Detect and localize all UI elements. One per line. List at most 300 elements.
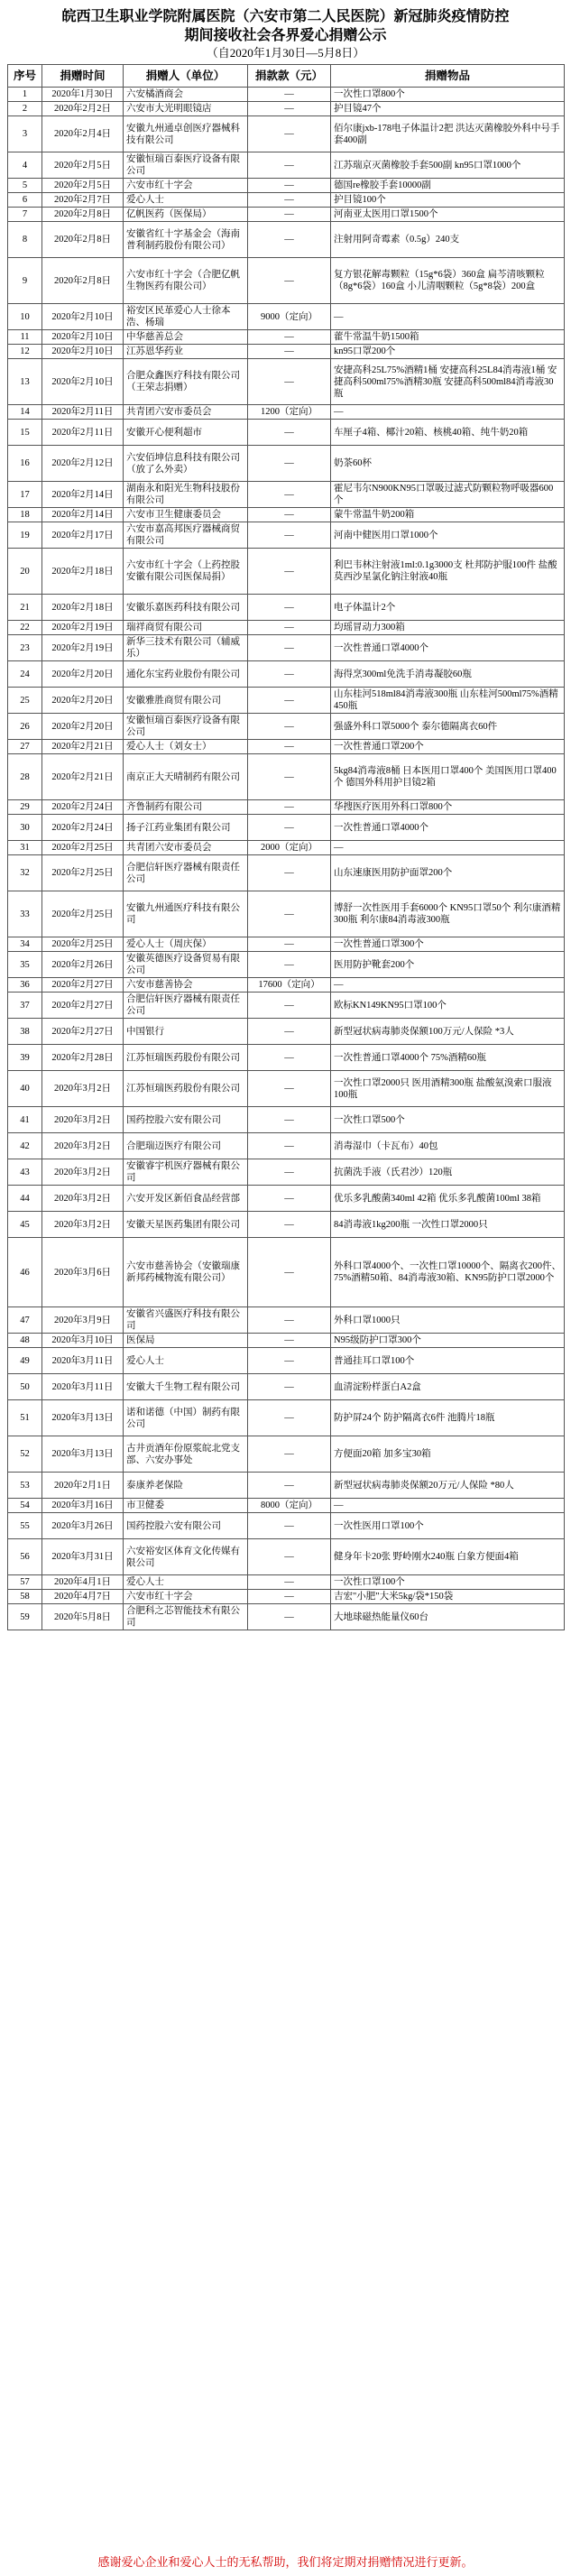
row-items: 欧标KN149KN95口罩100个 [331,993,565,1019]
table-row [8,446,565,482]
row-date: 2020年2月14日 [42,508,124,522]
row-number: 49 [8,1348,42,1374]
row-amount: — [248,800,331,815]
row-donor: 江苏恩华药业 [124,345,248,359]
row-date: 2020年3月13日 [42,1400,124,1436]
row-amount: 9000（定向） [248,304,331,330]
row-amount: — [248,1513,331,1539]
row-number: 44 [8,1186,42,1212]
table-row [8,740,565,754]
row-date: 2020年2月21日 [42,740,124,754]
row-amount: — [248,522,331,549]
row-date: 2020年2月25日 [42,937,124,952]
table-row [8,304,565,330]
row-donor: 合肥众鑫医疗科技有限公司（王荣志捐赠） [124,359,248,405]
row-number: 11 [8,330,42,345]
row-number: 54 [8,1499,42,1513]
row-date: 2020年4月7日 [42,1590,124,1604]
table-row [8,179,565,193]
row-date: 2020年3月10日 [42,1334,124,1348]
row-donor: 新华三技术有限公司（辅威乐） [124,635,248,661]
row-items: 一次性口罩800个 [331,88,565,102]
header-amount: 捐款款（元） [248,65,331,88]
row-number: 30 [8,815,42,841]
row-items: N95级防护口罩300个 [331,1334,565,1348]
row-items: 一次性口罩100个 [331,1575,565,1590]
row-amount: — [248,635,331,661]
table-row [8,1513,565,1539]
row-amount: — [248,1539,331,1575]
row-items: 海得烹300ml免洗手消毒凝胶60瓶 [331,661,565,688]
table-row [8,1071,565,1107]
row-date: 2020年5月8日 [42,1604,124,1630]
table-row [8,359,565,405]
row-number: 31 [8,841,42,855]
row-donor: 合肥瑞迈医疗有限公司 [124,1133,248,1159]
row-amount: — [248,1045,331,1071]
table-row [8,635,565,661]
row-donor: 安徽九州通卓创医疗器械科技有限公司 [124,116,248,152]
row-number: 47 [8,1307,42,1334]
row-items: — [331,841,565,855]
row-number: 14 [8,405,42,420]
row-number: 50 [8,1374,42,1400]
row-donor: 中华慈善总会 [124,330,248,345]
table-row [8,1238,565,1307]
row-items: 藿牛常温牛奶1500箱 [331,330,565,345]
row-donor: 六安裕安区体育文化传媒有限公司 [124,1539,248,1575]
row-amount: — [248,993,331,1019]
row-items: 外科口罩4000个、一次性口罩10000个、隔离衣200件、75%酒精50箱、84消毒液30箱、KN95防护口罩2000个 [331,1238,565,1307]
row-number: 23 [8,635,42,661]
row-donor: 爱心人士 [124,1575,248,1590]
table-row [8,993,565,1019]
row-donor: 六安市慈善协会 [124,978,248,993]
table-row [8,1133,565,1159]
table-row [8,1499,565,1513]
row-items: 博舒一次性医用手套6000个 KN95口罩50个 利尔康酒精300瓶 利尔康84消毒液300瓶 [331,891,565,937]
row-amount: — [248,222,331,258]
row-donor: 六安市大光明眼镜店 [124,102,248,116]
row-items: — [331,978,565,993]
table-row [8,1307,565,1334]
row-donor: 爱心人士（周庆保） [124,937,248,952]
row-donor: 爱心人士 [124,1348,248,1374]
table-row [8,978,565,993]
row-items: 河南亚太医用口罩1500个 [331,208,565,222]
row-amount: — [248,661,331,688]
row-date: 2020年2月12日 [42,446,124,482]
row-items: 山东速康医用防护面罩200个 [331,855,565,891]
row-items: 新型冠状病毒肺炎保额100万元/人保险 *3人 [331,1019,565,1045]
table-row [8,1436,565,1473]
row-number: 28 [8,754,42,800]
table-row [8,345,565,359]
row-amount: — [248,1307,331,1334]
table-header-row [8,65,565,88]
table-row [8,1604,565,1630]
table-body [8,88,565,1630]
row-donor: 爱心人士 [124,193,248,208]
row-amount: — [248,1436,331,1473]
row-items: — [331,405,565,420]
table-row [8,661,565,688]
row-date: 2020年3月2日 [42,1186,124,1212]
table-row [8,754,565,800]
row-amount: — [248,1400,331,1436]
row-items: 护目镜100个 [331,193,565,208]
table-row [8,1019,565,1045]
row-items: 一次性医用口罩100个 [331,1513,565,1539]
row-amount: — [248,952,331,978]
row-items: 河南中健医用口罩1000个 [331,522,565,549]
footer-note: 感谢爱心企业和爱心人士的无私帮助，我们将定期对捐赠情况进行更新。 [97,2555,474,2569]
row-donor: 泰康养老保险 [124,1473,248,1499]
row-items: 山东桂河518ml84消毒液300瓶 山东桂河500ml75%酒精450瓶 [331,688,565,714]
row-donor: 六安开发区新佰食品经营部 [124,1186,248,1212]
row-donor: 古井贡酒年份原浆皖北党支部、六安办事处 [124,1436,248,1473]
row-date: 2020年2月18日 [42,595,124,621]
row-date: 2020年2月10日 [42,359,124,405]
row-number: 55 [8,1513,42,1539]
row-date: 2020年2月28日 [42,1045,124,1071]
table-row [8,688,565,714]
row-date: 2020年3月11日 [42,1348,124,1374]
row-donor: 合肥科之芯智能技术有限公司 [124,1604,248,1630]
table-row [8,621,565,635]
row-number: 18 [8,508,42,522]
row-donor: 六安市红十字会 [124,179,248,193]
row-items: 方便面20箱 加多宝30箱 [331,1436,565,1473]
row-date: 2020年2月19日 [42,635,124,661]
row-items: 普通挂耳口罩100个 [331,1348,565,1374]
row-items: 蒙牛常温牛奶200箱 [331,508,565,522]
row-donor: 共青团六安市委员会 [124,841,248,855]
row-date: 2020年2月19日 [42,621,124,635]
row-date: 2020年2月27日 [42,993,124,1019]
row-number: 29 [8,800,42,815]
row-date: 2020年1月30日 [42,88,124,102]
row-amount: 17600（定向） [248,978,331,993]
row-items: 江苏瑞京灭菌橡胶手套500副 kn95口罩1000个 [331,152,565,179]
row-date: 2020年3月2日 [42,1159,124,1186]
table-row [8,1348,565,1374]
row-donor: 安徽天星医药集团有限公司 [124,1212,248,1238]
row-donor: 安徽恒瑞百泰医疗设备有限公司 [124,152,248,179]
row-date: 2020年3月13日 [42,1436,124,1473]
row-amount: — [248,1473,331,1499]
row-date: 2020年3月2日 [42,1133,124,1159]
table-row [8,508,565,522]
row-date: 2020年2月10日 [42,304,124,330]
row-number: 33 [8,891,42,937]
table-row [8,952,565,978]
row-items: 优乐多乳酸菌340ml 42箱 优乐多乳酸菌100ml 38箱 [331,1186,565,1212]
header-donor: 捐赠人（单位） [124,65,248,88]
row-items: 医用防护靴套200个 [331,952,565,978]
row-number: 2 [8,102,42,116]
header-date: 捐赠时间 [42,65,124,88]
row-items: 84消毒液1kg200瓶 一次性口罩2000只 [331,1212,565,1238]
row-amount: — [248,1604,331,1630]
row-date: 2020年2月11日 [42,420,124,446]
row-items: 抗菌洗手液（氏君沙）120瓶 [331,1159,565,1186]
row-items: 车厘子4箱、椰汁20箱、核桃40箱、纯牛奶20箱 [331,420,565,446]
row-number: 51 [8,1400,42,1436]
row-date: 2020年3月9日 [42,1307,124,1334]
row-number: 34 [8,937,42,952]
row-date: 2020年3月2日 [42,1071,124,1107]
row-amount: — [248,595,331,621]
row-amount: — [248,1238,331,1307]
row-donor: 安徽睿宇机医疗器械有限公司 [124,1159,248,1186]
row-date: 2020年2月11日 [42,405,124,420]
row-date: 2020年2月26日 [42,952,124,978]
row-number: 27 [8,740,42,754]
row-donor: 六安市红十字会 [124,1590,248,1604]
table-row [8,193,565,208]
row-amount: — [248,88,331,102]
row-date: 2020年2月5日 [42,179,124,193]
row-amount: — [248,179,331,193]
row-number: 45 [8,1212,42,1238]
row-items: 一次性口罩2000只 医用酒精300瓶 盐酸氨溴索口服液100瓶 [331,1071,565,1107]
row-items: 利巴韦林注射液1ml:0.1g3000支 杜邦防护服100件 盐酸莫西沙星氯化钠注射液40瓶 [331,549,565,595]
row-date: 2020年2月10日 [42,330,124,345]
row-donor: 裕安区民革爱心人士徐本浩、杨瑞 [124,304,248,330]
row-number: 32 [8,855,42,891]
row-number: 58 [8,1590,42,1604]
row-amount: — [248,1212,331,1238]
table-row [8,1374,565,1400]
title-line-1: 皖西卫生职业学院附属医院（六安市第二人民医院）新冠肺炎疫情防控 [61,9,510,24]
row-items: 健身年卡20张 野岭刚水240瓶 白象方便面4箱 [331,1539,565,1575]
table-row [8,841,565,855]
row-date: 2020年2月20日 [42,714,124,740]
row-donor: 扬子江药业集团有限公司 [124,815,248,841]
table-row [8,1186,565,1212]
row-number: 41 [8,1107,42,1133]
row-donor: 安徽省红十字基金会（海南普利制药股份有限公司） [124,222,248,258]
row-donor: 六安佰坤信息科技有限公司（放了么外卖） [124,446,248,482]
table-row [8,482,565,508]
row-date: 2020年2月27日 [42,1019,124,1045]
row-donor: 安徽九州通医疗科技有限公司 [124,891,248,937]
row-number: 4 [8,152,42,179]
table-row [8,102,565,116]
row-amount: — [248,116,331,152]
table-row [8,937,565,952]
row-donor: 合肥信轩医疗器械有限责任公司 [124,993,248,1019]
row-amount: — [248,855,331,891]
row-number: 53 [8,1473,42,1499]
row-number: 24 [8,661,42,688]
row-donor: 通化东宝药业股份有限公司 [124,661,248,688]
row-number: 56 [8,1539,42,1575]
row-amount: — [248,754,331,800]
table-row [8,855,565,891]
row-amount: — [248,1159,331,1186]
row-items: 复方银花解毒颗粒（15g*6袋）360盒 扁芩清咳颗粒（8g*6袋）160盒 小儿清咽颗粒（5g*8袋）200盒 [331,258,565,304]
row-items: 德国re橡胶手套10000副 [331,179,565,193]
row-date: 2020年2月20日 [42,688,124,714]
row-items: — [331,1499,565,1513]
row-items: 5kg84消毒液8桶 日本医用口罩400个 美国医用口罩400个 德国外科用护目镜2箱 [331,754,565,800]
row-items: 护目镜47个 [331,102,565,116]
row-date: 2020年2月24日 [42,815,124,841]
row-number: 46 [8,1238,42,1307]
table-row [8,1212,565,1238]
row-date: 2020年2月14日 [42,482,124,508]
row-amount: — [248,1071,331,1107]
row-date: 2020年2月5日 [42,152,124,179]
title-line-2: 期间接收社会各界爱心捐赠公示 [184,28,387,43]
row-amount: — [248,1348,331,1374]
row-date: 2020年2月25日 [42,891,124,937]
row-amount: — [248,193,331,208]
row-date: 2020年2月10日 [42,345,124,359]
row-date: 2020年2月1日 [42,1473,124,1499]
row-number: 20 [8,549,42,595]
row-date: 2020年4月1日 [42,1575,124,1590]
row-amount: 2000（定向） [248,841,331,855]
row-donor: 六安市红十字会（上药控股安徽有限公司医保局捐） [124,549,248,595]
row-amount: — [248,714,331,740]
row-number: 10 [8,304,42,330]
row-number: 37 [8,993,42,1019]
row-donor: 安徽省兴盛医疗科技有限公司 [124,1307,248,1334]
row-donor: 中国银行 [124,1019,248,1045]
row-date: 2020年2月2日 [42,102,124,116]
row-date: 2020年2月21日 [42,754,124,800]
row-amount: 8000（定向） [248,1499,331,1513]
row-number: 5 [8,179,42,193]
table-row [8,714,565,740]
row-items: 安捷高科25L75%酒精1桶 安捷高科25L84消毒液1桶 安捷高科500ml75%酒精30瓶 安捷高科500ml84消毒液30瓶 [331,359,565,405]
row-date: 2020年3月31日 [42,1539,124,1575]
row-donor: 六安市嘉高邦医疗器械商贸有限公司 [124,522,248,549]
row-amount: — [248,359,331,405]
row-donor: 爱心人士（刘女士） [124,740,248,754]
page-subtitle: （自2020年1月30日—5月8日） [206,46,365,60]
row-number: 7 [8,208,42,222]
row-number: 17 [8,482,42,508]
row-amount: — [248,1019,331,1045]
table-row [8,1045,565,1071]
row-donor: 国药控股六安有限公司 [124,1513,248,1539]
row-donor: 市卫健委 [124,1499,248,1513]
row-number: 22 [8,621,42,635]
row-amount: — [248,330,331,345]
page-title [7,7,564,45]
table-row [8,152,565,179]
row-number: 12 [8,345,42,359]
row-amount: — [248,446,331,482]
table-row [8,1575,565,1590]
row-date: 2020年3月2日 [42,1107,124,1133]
row-items: 一次性普通口罩300个 [331,937,565,952]
row-number: 40 [8,1071,42,1107]
row-amount: — [248,1575,331,1590]
row-amount: — [248,102,331,116]
row-items: 注射用阿奇霉素（0.5g）240支 [331,222,565,258]
row-items: 一次性普通口罩4000个 75%酒精60瓶 [331,1045,565,1071]
row-date: 2020年2月8日 [42,208,124,222]
row-donor: 亿帆医药（医保局） [124,208,248,222]
table-row [8,1400,565,1436]
row-date: 2020年2月25日 [42,855,124,891]
row-date: 2020年2月17日 [42,522,124,549]
table-row [8,1473,565,1499]
row-date: 2020年3月16日 [42,1499,124,1513]
row-number: 57 [8,1575,42,1590]
table-row [8,815,565,841]
row-date: 2020年2月27日 [42,978,124,993]
table-row [8,1334,565,1348]
row-amount: — [248,1590,331,1604]
row-items: 血清淀粉样蛋白A2盒 [331,1374,565,1400]
row-donor: 安徽英德医疗设备贸易有限公司 [124,952,248,978]
table-row [8,405,565,420]
row-amount: — [248,1374,331,1400]
table-row [8,208,565,222]
row-number: 21 [8,595,42,621]
row-items: kn95口罩200个 [331,345,565,359]
row-amount: — [248,1107,331,1133]
row-amount: 1200（定向） [248,405,331,420]
table-row [8,800,565,815]
row-amount: — [248,1334,331,1348]
row-donor: 国药控股六安有限公司 [124,1107,248,1133]
table-row [8,549,565,595]
row-date: 2020年2月20日 [42,661,124,688]
row-date: 2020年3月26日 [42,1513,124,1539]
row-amount: — [248,345,331,359]
row-number: 6 [8,193,42,208]
row-donor: 瑞祥商贸有限公司 [124,621,248,635]
table-row [8,1107,565,1133]
row-items: 电子体温计2个 [331,595,565,621]
row-items: — [331,304,565,330]
row-donor: 六安市慈善协会（安徽瑞康新邦药械物流有限公司） [124,1238,248,1307]
row-amount: — [248,549,331,595]
row-items: 一次性普通口罩4000个 [331,815,565,841]
row-items: 吉宏"小肥"大米5kg/袋*150袋 [331,1590,565,1604]
row-number: 43 [8,1159,42,1186]
row-donor: 江苏恒瑞医药股份有限公司 [124,1045,248,1071]
table-row [8,522,565,549]
row-items: 均瑶冒动力300箱 [331,621,565,635]
header-no: 序号 [8,65,42,88]
row-amount: — [248,688,331,714]
row-number: 52 [8,1436,42,1473]
table-row [8,88,565,102]
table-row [8,595,565,621]
row-items: 一次性普通口罩4000个 [331,635,565,661]
row-items: 一次性普通口罩200个 [331,740,565,754]
row-items: 华搜医疗医用外科口罩800个 [331,800,565,815]
row-number: 26 [8,714,42,740]
row-date: 2020年3月11日 [42,1374,124,1400]
row-amount: — [248,482,331,508]
row-number: 42 [8,1133,42,1159]
row-date: 2020年2月25日 [42,841,124,855]
row-donor: 合肥信轩医疗器械有限责任公司 [124,855,248,891]
row-number: 15 [8,420,42,446]
row-items: 奶茶60杯 [331,446,565,482]
table-row [8,330,565,345]
row-donor: 六安市红十字会（合肥亿帆生物医药有限公司） [124,258,248,304]
